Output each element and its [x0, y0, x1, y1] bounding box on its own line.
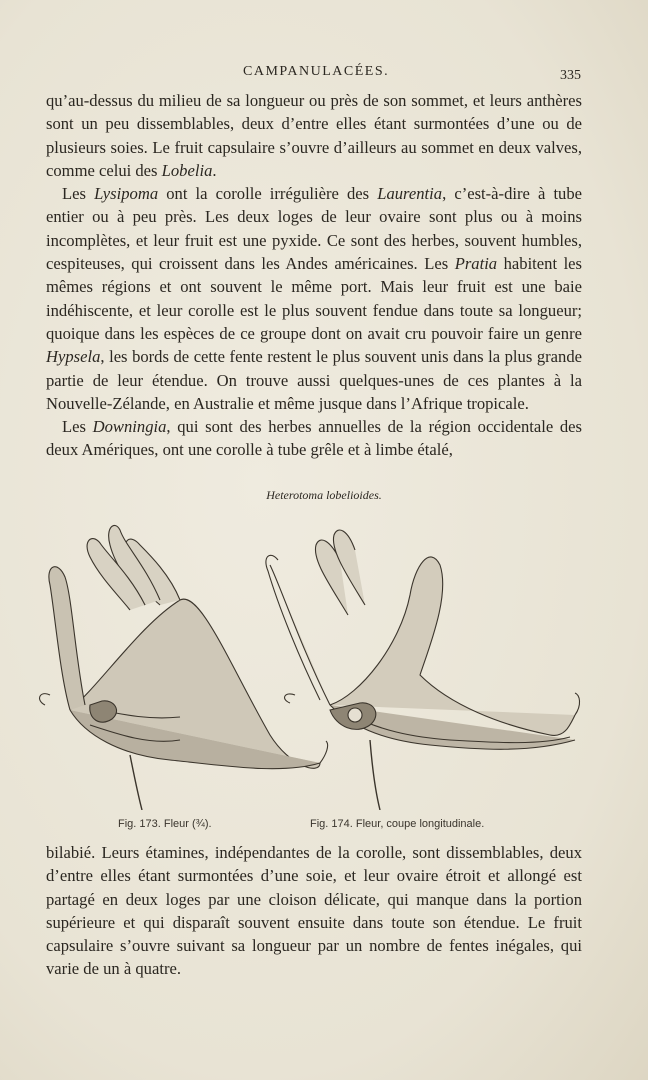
paragraph — [46, 89, 582, 182]
text-run: , qui sont des herbes annuelles de la région occidentale des deux Amériques, ont une corolle à tube grêle et à limbe étalé, — [46, 417, 582, 460]
text-run: bilabié. Leurs étamines, indépendantes de la corolle, sont dissemblables, deux d’entre elles étant surmontées d’une soie, et leur ovaire étroit et allongé est partagé en deux loges par une cloison délicate, qui manque dans la portion supérieure et qui disparaît souvent ensuite dans toute son étendue. Le fruit capsulaire s’ouvre suivant sa longueur par un nombre de fentes inégales, qui varie de un à quatre. — [46, 843, 582, 979]
page-number: 335 — [560, 68, 581, 83]
paragraph — [46, 415, 582, 462]
text-run: , c’est-à-dire à tube entier ou à peu près. Les deux loges de leur ovaire sont plus ou à moins incomplètes, et leur fruit est une pyxide. Ce sont des herbes, souvent humbles, cespiteuses, qui croissent dans les Andes américaines. Les — [46, 184, 583, 274]
fig-173-flower-drawing — [40, 525, 328, 810]
running-title: CAMPANULACÉES. — [243, 64, 390, 79]
italic-genus-name: Lobelia — [161, 160, 213, 180]
text-run: qu’au-dessus du milieu de sa longueur ou près de son sommet, et leurs anthères sont un peu dissemblables, deux d’entre elles étant surmontées d’une ou de plusieurs soies. Le fruit capsulaire s’ouvre d’ailleurs au sommet en deux valves, comme celui des — [46, 91, 582, 180]
running-head — [0, 64, 648, 84]
italic-genus-name: Downingia — [92, 417, 167, 437]
italic-genus-name: Hypsela — [46, 347, 101, 367]
italic-genus-name: Pratia — [454, 254, 498, 274]
paragraph — [46, 182, 582, 415]
body-text-bottom — [46, 841, 582, 981]
text-run: ont la corolle irrégulière des — [158, 184, 378, 204]
text-run: Les — [62, 184, 95, 204]
italic-genus-name: Lysipoma — [94, 184, 159, 204]
flower-illustrations — [30, 505, 590, 810]
text-run: . — [212, 160, 217, 180]
text-run: Les — [62, 417, 93, 437]
caption-fig-173: Fig. 173. Fleur (¾). — [118, 818, 212, 830]
italic-genus-name: Laurentia — [377, 184, 443, 204]
body-text-top — [46, 89, 582, 462]
text-run: habitent les mêmes régions et ont souvent le même port. Mais leur fruit est une baie indéhiscente, et leur corolle est le plus souvent fendue dans toute sa longueur; quoique dans les espèces de ce groupe dont on avait cru pouvoir faire un genre — [46, 254, 582, 343]
figure-title: Heterotoma lobelioides. — [266, 488, 382, 502]
paragraph — [46, 841, 582, 981]
caption-fig-174: Fig. 174. Fleur, coupe longitudinale. — [310, 818, 485, 830]
text-run: , les bords de cette fente restent le plus souvent unis dans la plus grande partie de leur étendue. On trouve aussi quelques-unes de ces plantes à la Nouvelle-Zélande, en Australie et même jusque dans l’Afrique tropicale. — [46, 347, 582, 413]
